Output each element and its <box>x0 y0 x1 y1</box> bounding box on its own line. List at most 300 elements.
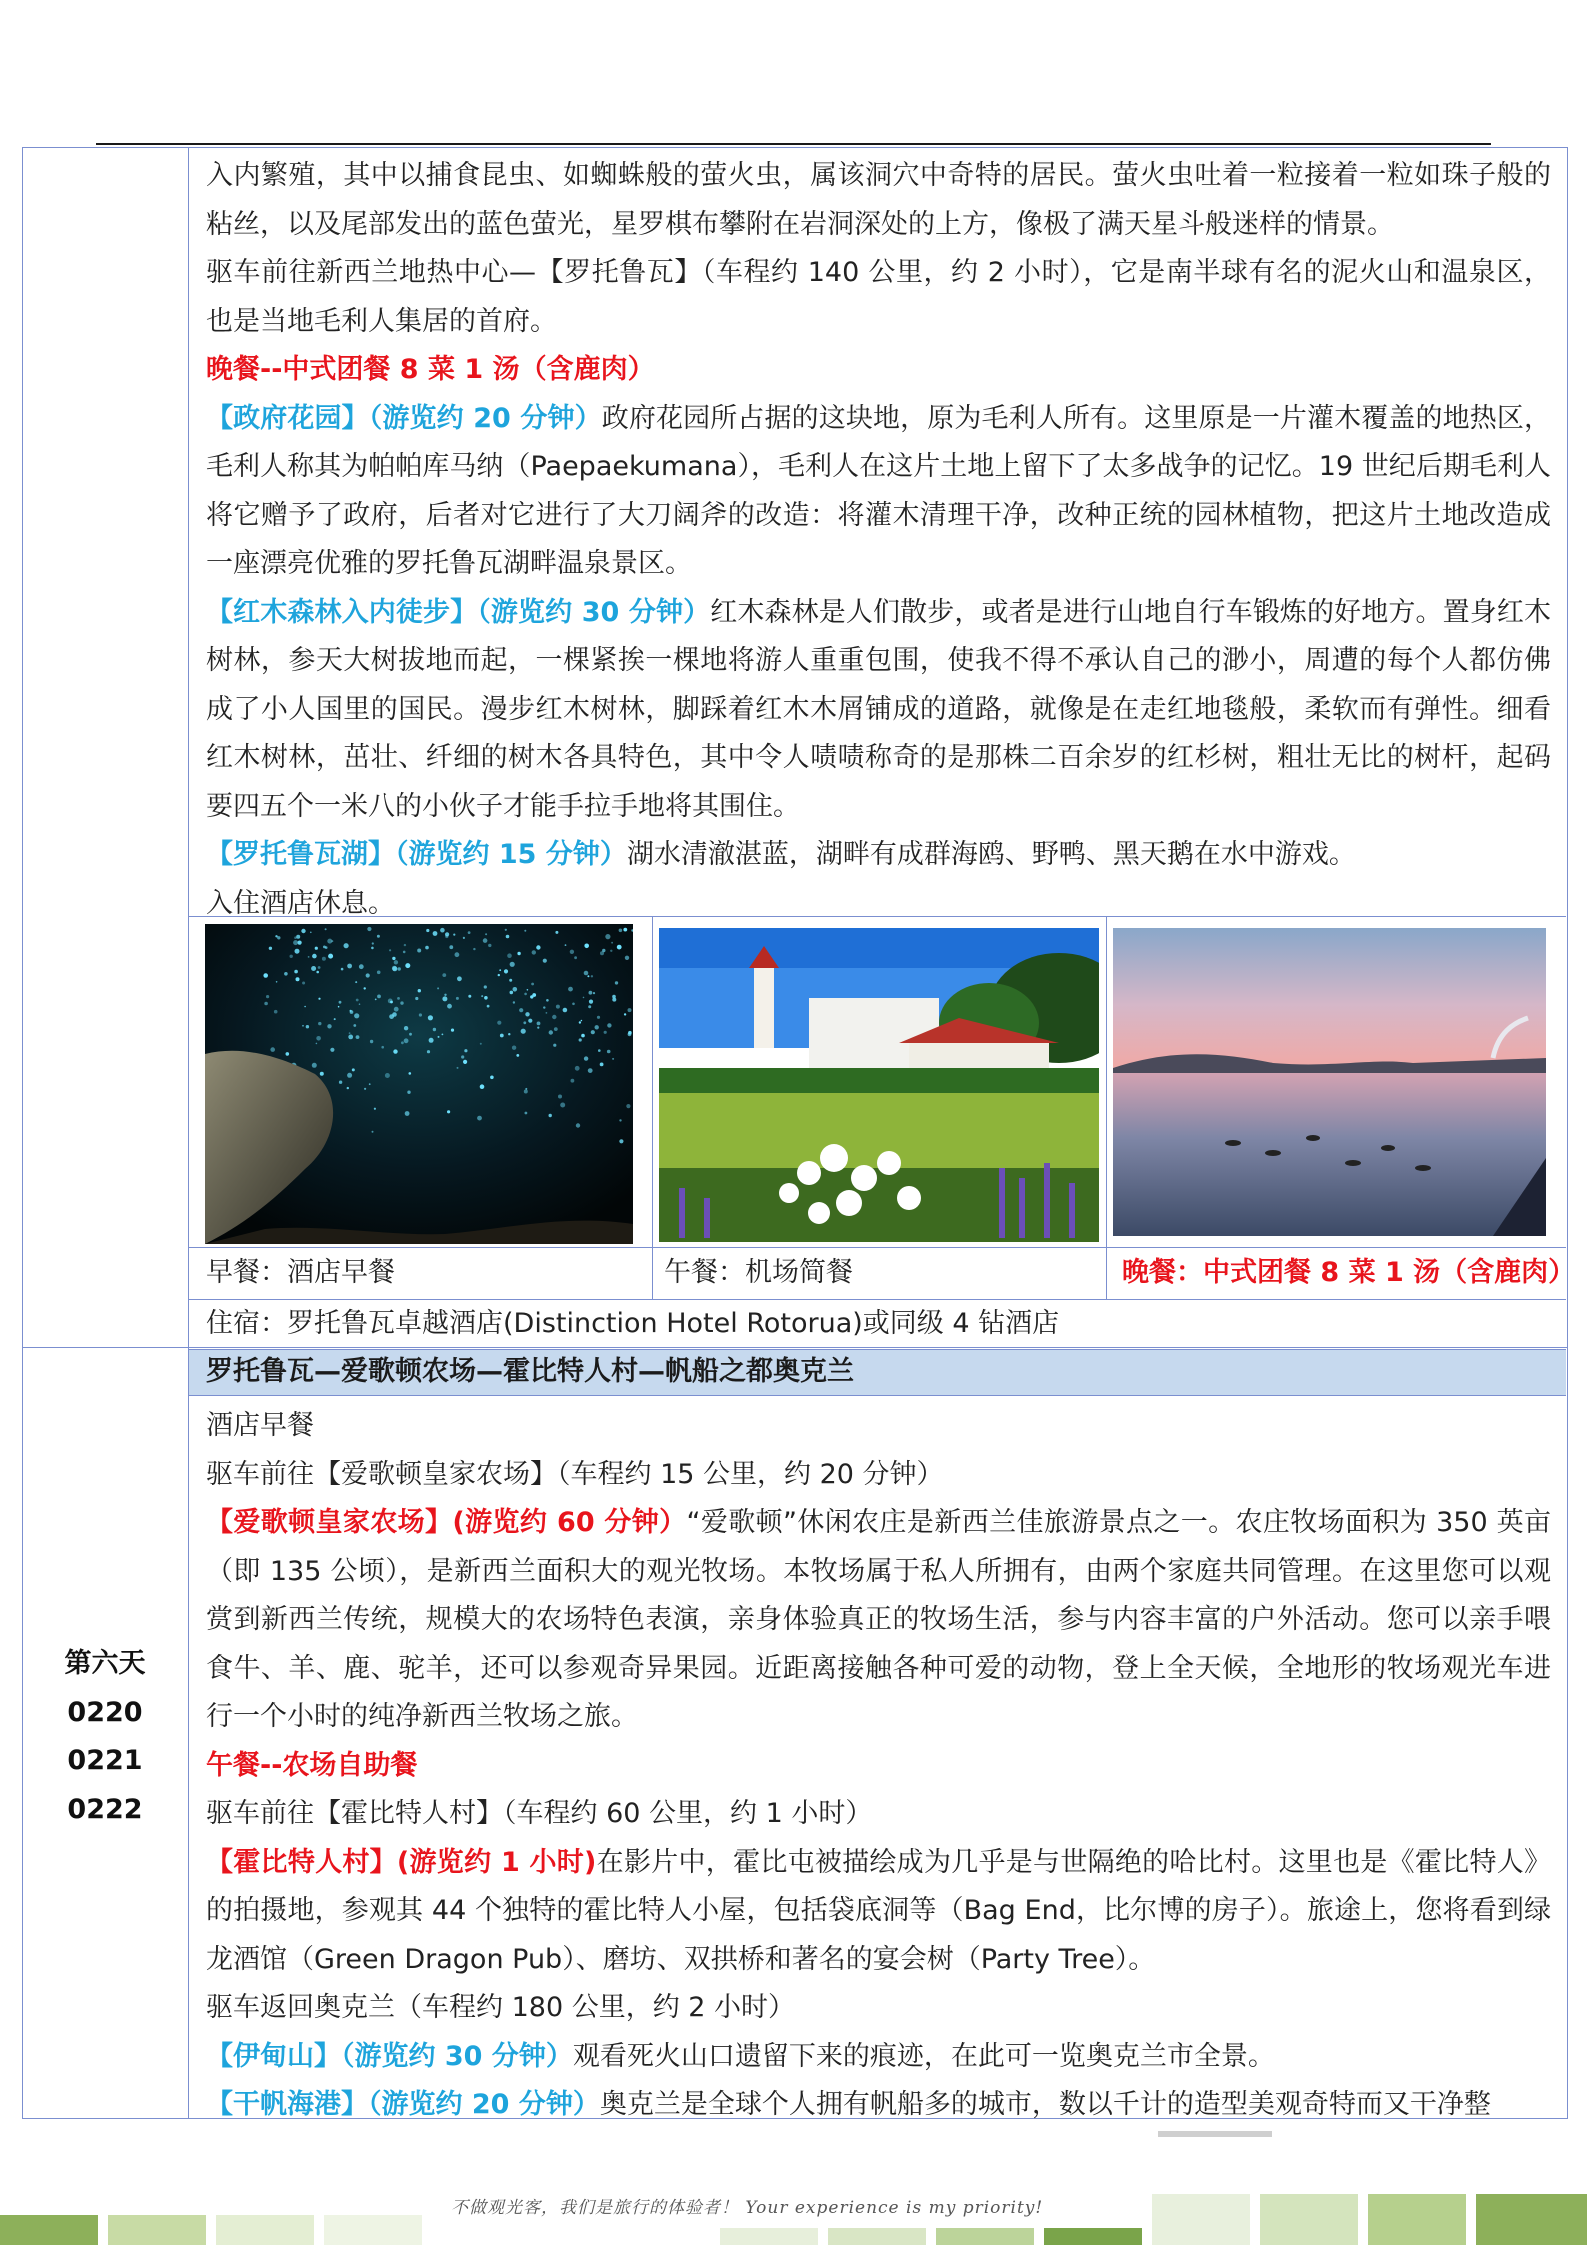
glowworm-dot <box>310 932 312 934</box>
day6-label <box>22 1640 188 1834</box>
glowworm-dot <box>619 1139 623 1143</box>
glowworm-dot <box>400 1001 403 1004</box>
glowworm-dot <box>463 937 465 939</box>
glowworm-dot <box>546 1012 548 1014</box>
glowworm-dot <box>392 957 395 960</box>
glowworm-dot <box>372 942 374 944</box>
glowworm-dot <box>294 936 297 939</box>
highlight-text: 【红木森林入内徒步】（游览约 30 分钟） <box>206 596 711 628</box>
itinerary-paragraph <box>206 1742 1551 1791</box>
glowworm-dot <box>349 1032 351 1034</box>
glowworm-dot <box>350 1010 352 1012</box>
glowworm-dot <box>579 1038 582 1041</box>
glowworm-dot <box>604 1031 607 1034</box>
glowworm-dot <box>525 1112 528 1115</box>
lunch-info: 午餐：机场简餐 <box>664 1257 853 1288</box>
glowworm-dot <box>444 994 446 996</box>
glowworm-dot <box>506 935 510 939</box>
itinerary-paragraph <box>206 880 1551 929</box>
glowworm-dot <box>560 1103 565 1108</box>
glowworm-dot <box>409 1072 412 1075</box>
glowworm-dot <box>480 1043 482 1045</box>
top-rule <box>96 143 1491 145</box>
glowworm-dot <box>366 973 370 977</box>
glowworm-dot <box>264 1002 268 1006</box>
glowworm-dot <box>463 1060 467 1064</box>
body-text: 酒店早餐 <box>206 1410 314 1441</box>
itinerary-paragraph <box>206 249 1551 346</box>
glowworm-dot <box>393 1049 397 1053</box>
highlight-text: 午餐--农场自助餐 <box>206 1749 418 1781</box>
glowworm-dot <box>574 956 577 959</box>
glowworm-dot <box>589 1000 593 1004</box>
glowworm-dot <box>484 996 488 1000</box>
dinner-info: 晚餐：中式团餐 8 菜 1 汤（含鹿肉） <box>1122 1257 1576 1288</box>
glowworm-dot <box>571 1079 575 1083</box>
glowworm-dot <box>468 931 471 934</box>
glowworm-dot <box>537 1027 539 1029</box>
glowworm-dot <box>377 971 381 975</box>
glowworm-dot <box>504 969 508 973</box>
day6-route-title: 罗托鲁瓦—爱歌顿农场—霍比特人村—帆船之都奥克兰 <box>206 1356 854 1387</box>
glowworm-dot <box>419 1013 422 1016</box>
glowworm-dot <box>426 929 429 932</box>
glowworm-dot <box>277 936 280 939</box>
glowworm-dot <box>524 1090 528 1094</box>
breakfast-info: 早餐：酒店早餐 <box>206 1257 395 1288</box>
glowworm-dot <box>428 1015 433 1020</box>
day-label-title: 第六天 <box>64 1648 146 1679</box>
glowworm-dot <box>617 945 622 950</box>
glowworm-dot <box>453 934 455 936</box>
glowworm-dot <box>266 995 269 998</box>
glowworm-dot <box>517 952 520 955</box>
glowworm-dot <box>464 1049 467 1052</box>
glowworm-dot <box>508 1033 510 1035</box>
table-row-divider <box>188 1247 1566 1248</box>
body-text: 驱车前往【霍比特人村】（车程约 60 公里，约 1 小时） <box>206 1798 873 1829</box>
day-divider <box>22 1347 1567 1348</box>
glowworm-dot <box>484 985 487 988</box>
glowworm-dot <box>584 944 589 949</box>
glowworm-dot <box>401 1041 404 1044</box>
glowworm-dot <box>302 982 305 985</box>
glowworm-dot <box>347 964 352 969</box>
glowworm-dot <box>364 1088 366 1090</box>
glowworm-dot <box>524 993 527 996</box>
body-text: 驱车返回奥克兰（车程约 180 公里，约 2 小时） <box>206 1992 796 2023</box>
glowworm-dot <box>537 1022 541 1026</box>
glowworm-dot <box>394 960 398 964</box>
glowworm-dot <box>607 1023 611 1027</box>
glowworm-dot <box>610 950 612 952</box>
highlight-text: 【爱歌顿皇家农场】(游览约 60 分钟） <box>206 1507 687 1538</box>
glowworm-dot <box>485 933 487 935</box>
glowworm-dot <box>531 983 534 986</box>
glowworm-dot <box>398 967 401 970</box>
glowworm-dot <box>619 929 623 933</box>
glowworm-dot <box>327 1024 331 1028</box>
glowworm-dot <box>445 932 449 936</box>
day-label-date: 0221 <box>67 1745 143 1776</box>
glowworm-dot <box>353 1024 356 1027</box>
glowworm-dot <box>595 1025 599 1029</box>
glowworm-dot <box>355 981 357 983</box>
lake-rotorua-photo <box>1113 928 1546 1236</box>
glowworm-dot <box>318 1022 321 1025</box>
glowworm-dot <box>372 1131 374 1133</box>
table-column-divider <box>188 147 189 2118</box>
glowworm-dot <box>407 1091 410 1094</box>
glowworm-dot <box>487 1005 490 1008</box>
glowworm-dot <box>532 950 536 954</box>
lodging-info: 住宿：罗托鲁瓦卓越酒店(Distinction Hotel Rotorua)或同级 4 钻酒店 <box>206 1308 1060 1339</box>
body-text: 观看死火山口遗留下来的痕迹，在此可一览奥克兰市全景。 <box>572 2040 1275 2072</box>
itinerary-paragraph <box>206 395 1551 589</box>
glowworm-dot <box>270 1047 275 1052</box>
glowworm-dot <box>359 964 364 969</box>
glowworm-dot <box>323 946 326 949</box>
glowworm-dot <box>468 995 471 998</box>
glowworm-dot <box>306 1025 309 1028</box>
glowworm-dot <box>347 1073 352 1078</box>
glowworm-dot <box>457 976 462 981</box>
glowworm-dot <box>575 1066 580 1071</box>
glowworm-dot <box>473 948 475 950</box>
glowworm-dot <box>477 1116 482 1121</box>
glowworm-cave-photo <box>205 924 633 1244</box>
page-scroll-indicator <box>1158 2131 1272 2137</box>
glowworm-dot <box>348 1035 353 1040</box>
glowworm-dot <box>490 1076 494 1080</box>
glowworm-dot <box>322 957 326 961</box>
glowworm-dot <box>276 981 278 983</box>
glowworm-dot <box>611 942 613 944</box>
glowworm-dot <box>591 1030 595 1034</box>
glowworm-dot <box>530 995 533 998</box>
day6-itinerary-text <box>206 1402 1551 2130</box>
glowworm-dot <box>558 1095 562 1099</box>
glowworm-dot <box>404 944 406 946</box>
glowworm-dot <box>624 1013 626 1015</box>
glowworm-dot <box>389 949 391 951</box>
glowworm-dot <box>442 996 447 1001</box>
footer-decor-square <box>1152 2194 1250 2245</box>
glowworm-dot <box>347 1087 349 1089</box>
body-text: 湖水清澈湛蓝，湖畔有成群海鸥、野鸭、黑天鹅在水中游戏。 <box>626 839 1356 870</box>
glowworm-dot <box>451 1029 454 1032</box>
glowworm-dot <box>312 1063 317 1068</box>
glowworm-dot <box>507 953 512 958</box>
glowworm-dot <box>612 1058 614 1060</box>
glowworm-dot <box>284 972 288 976</box>
glowworm-dot <box>579 1021 581 1023</box>
glowworm-dot <box>563 1008 568 1013</box>
glowworm-dot <box>377 935 380 938</box>
glowworm-dot <box>543 959 547 963</box>
glowworm-dot <box>331 940 333 942</box>
glowworm-dot <box>576 1123 580 1127</box>
glowworm-dot <box>338 1006 340 1008</box>
glowworm-dot <box>457 1067 459 1069</box>
glowworm-dot <box>339 1081 342 1084</box>
glowworm-dot <box>612 995 616 999</box>
footer-decor-square <box>1260 2194 1358 2245</box>
glowworm-dot <box>312 954 317 959</box>
glowworm-dot <box>404 1026 408 1030</box>
glowworm-dot <box>442 973 446 977</box>
itinerary-paragraph <box>206 152 1551 249</box>
itinerary-paragraph <box>206 589 1551 832</box>
glowworm-dot <box>367 927 371 931</box>
glowworm-dot <box>352 1068 355 1071</box>
glowworm-dot <box>325 928 327 930</box>
glowworm-dot <box>290 955 293 958</box>
glowworm-dot <box>296 935 300 939</box>
day-label-date: 0220 <box>67 1696 143 1728</box>
itinerary-paragraph <box>206 1839 1551 1985</box>
glowworm-dot <box>433 931 438 936</box>
glowworm-dot <box>524 930 526 932</box>
glowworm-dot <box>480 1084 485 1089</box>
glowworm-dot <box>415 997 418 1000</box>
glowworm-dot <box>527 989 529 991</box>
glowworm-dot <box>440 928 445 933</box>
glowworm-dot <box>593 992 595 994</box>
glowworm-dot <box>619 1119 621 1121</box>
glowworm-dot <box>328 954 333 959</box>
glowworm-dot <box>403 951 406 954</box>
glowworm-dot <box>364 987 366 989</box>
glowworm-dot <box>510 962 515 967</box>
glowworm-dot <box>425 946 429 950</box>
body-text: 驱车前往【爱歌顿皇家农场】（车程约 15 公里，约 20 分钟） <box>206 1458 944 1490</box>
glowworm-dot <box>570 950 574 954</box>
glowworm-dot <box>447 1004 452 1009</box>
glowworm-dot <box>516 1054 519 1057</box>
glowworm-dot <box>392 966 397 971</box>
glowworm-dot <box>330 1048 334 1052</box>
footer-decor-square <box>720 2228 818 2245</box>
glowworm-dot <box>286 1052 290 1056</box>
glowworm-dot <box>552 1015 556 1019</box>
table-row-divider <box>188 1299 1566 1300</box>
glowworm-dot <box>512 1046 516 1050</box>
highlight-text: 【伊甸山】（游览约 30 分钟） <box>206 2040 573 2072</box>
glowworm-dot <box>417 949 421 953</box>
itinerary-paragraph <box>206 346 1551 395</box>
glowworm-dot <box>481 995 483 997</box>
glowworm-dot <box>409 1033 412 1036</box>
footer-decor-square <box>0 2215 98 2245</box>
glowworm-dot <box>581 1034 585 1038</box>
glowworm-dot <box>553 1044 556 1047</box>
glowworm-dot <box>521 1029 526 1034</box>
glowworm-dot <box>356 1035 360 1039</box>
glowworm-dot <box>455 952 460 957</box>
glowworm-dot <box>405 1111 410 1116</box>
glowworm-dot <box>304 1006 306 1008</box>
glowworm-dot <box>427 1050 430 1053</box>
glowworm-dot <box>549 1114 552 1117</box>
glowworm-dot <box>375 999 377 1001</box>
glowworm-dot <box>438 1036 440 1038</box>
glowworm-dot <box>294 970 298 974</box>
glowworm-dot <box>584 971 589 976</box>
photo-divider <box>1106 916 1107 1299</box>
glowworm-dot <box>318 966 321 969</box>
glowworm-dot <box>334 1018 336 1020</box>
itinerary-paragraph <box>206 831 1551 880</box>
glowworm-dot <box>359 1003 361 1005</box>
highlight-text: 【政府花园】（游览约 20 分钟） <box>206 402 602 434</box>
glowworm-dot <box>581 1020 583 1022</box>
glowworm-dot <box>628 1008 632 1012</box>
itinerary-paragraph <box>206 1984 1551 2033</box>
glowworm-dot <box>456 997 459 1000</box>
glowworm-dot <box>316 1043 318 1045</box>
highlight-text: 【干帆海港】（游览约 20 分钟） <box>206 2089 600 2120</box>
glowworm-dot <box>499 969 501 971</box>
glowworm-dot <box>356 999 359 1002</box>
glowworm-dot <box>374 1108 376 1110</box>
highlight-text: 晚餐--中式团餐 8 菜 1 汤（含鹿肉） <box>206 354 655 385</box>
glowworm-dot <box>320 1072 324 1076</box>
body-text: 政府花园所占据的这块地，原为毛利人所有。这里原是一片灌木覆盖的地热区，毛利人称其为帕帕库马纳（Paepaekumana），毛利人在这片土地上留下了太多战争的记忆。19 世纪后期毛利人将它赠予了政府，后者对它进行了大刀阔斧的改造：将灌木清理干净，改种正统的园林植物，把这片土地改造成一座漂亮优雅的罗托鲁瓦湖畔温泉景区。 <box>206 402 1551 579</box>
glowworm-dot <box>623 928 627 932</box>
glowworm-dot <box>598 1049 601 1052</box>
glowworm-dot <box>625 956 629 960</box>
glowworm-dot <box>583 997 585 999</box>
glowworm-dot <box>605 934 610 939</box>
itinerary-paragraph <box>206 1451 1551 1500</box>
glowworm-dot <box>263 973 268 978</box>
glowworm-dot <box>390 1001 393 1004</box>
glowworm-dot <box>318 998 320 1000</box>
glowworm-dot <box>437 987 439 989</box>
glowworm-dot <box>568 987 573 992</box>
glowworm-dot <box>498 974 500 976</box>
glowworm-dot <box>301 929 305 933</box>
glowworm-dot <box>461 1055 464 1058</box>
body-text: 奥克兰是全球个人拥有帆船多的城市，数以千计的造型美观奇特而又干净整 <box>599 2089 1491 2120</box>
body-text: 驱车前往新西兰地热中心—【罗托鲁瓦】（车程约 140 公里，约 2 小时），它是南半球有名的泥火山和温泉区，也是当地毛利人集居的首府。 <box>206 257 1551 337</box>
glowworm-dot <box>509 979 512 982</box>
glowworm-dot <box>572 1003 575 1006</box>
glowworm-dot <box>628 1031 632 1035</box>
glowworm-dot <box>584 1056 588 1060</box>
glowworm-dot <box>600 951 604 955</box>
glowworm-dot <box>483 938 488 943</box>
glowworm-dot <box>418 989 421 992</box>
footer-decor-square <box>1044 2228 1142 2245</box>
glowworm-dot <box>523 1021 526 1024</box>
glowworm-dot <box>587 975 589 977</box>
glowworm-dot <box>565 944 567 946</box>
glowworm-dot <box>543 1006 545 1008</box>
glowworm-dot <box>293 940 298 945</box>
day-label-date: 0222 <box>67 1793 143 1825</box>
glowworm-dot <box>525 1012 529 1016</box>
glowworm-dot <box>519 1008 523 1012</box>
footer-decor-square <box>324 2215 422 2245</box>
glowworm-dot <box>554 1027 558 1031</box>
footer-decor-square <box>1368 2194 1466 2245</box>
glowworm-dot <box>274 1010 278 1014</box>
glowworm-dot <box>394 1007 399 1012</box>
glowworm-dot <box>442 1034 444 1036</box>
glowworm-dot <box>600 1063 604 1067</box>
glowworm-dot <box>525 1088 527 1090</box>
body-text: “爱歌顿”休闲农庄是新西兰佳旅游景点之一。农庄牧场面积为 350 英亩（即 135 公顷），是新西兰面积大的观光牧场。本牧场属于私人所拥有，由两个家庭共同管理。在这里您可以观赏到新西兰传统，规模大的农场特色表演，亲身体验真正的牧场生活，参与内容丰富的户外活动。您可以亲手喂食牛、羊、鹿、驼羊，还可以参观奇异果园。近距离接触各种可爱的动物，登上全天候，全地形的牧场观光车进行一个小时的纯净新西兰牧场之旅。 <box>206 1507 1551 1732</box>
glowworm-dot <box>295 949 300 954</box>
glowworm-dot <box>447 1110 450 1113</box>
glowworm-dot <box>597 1016 600 1019</box>
glowworm-dot <box>615 981 618 984</box>
glowworm-dot <box>546 999 549 1002</box>
glowworm-dot <box>316 1036 321 1041</box>
glowworm-dot <box>311 966 316 971</box>
itinerary-paragraph <box>206 1790 1551 1839</box>
glowworm-dot <box>555 931 558 934</box>
glowworm-dot <box>510 991 514 995</box>
glowworm-dot <box>589 991 593 995</box>
glowworm-dot <box>296 977 300 981</box>
day6-route-header <box>189 1349 1566 1396</box>
glowworm-dot <box>315 947 318 950</box>
highlight-text: 【罗托鲁瓦湖】（游览约 15 分钟） <box>206 839 627 870</box>
glowworm-dot <box>488 944 491 947</box>
glowworm-dot <box>269 947 272 950</box>
body-text: 入住酒店休息。 <box>206 887 395 919</box>
glowworm-dot <box>404 1038 409 1043</box>
glowworm-dot <box>549 1030 553 1034</box>
glowworm-dot <box>308 956 310 958</box>
glowworm-dot <box>339 1001 342 1004</box>
glowworm-dot <box>528 1019 532 1023</box>
glowworm-dot <box>405 963 410 968</box>
prev-day-itinerary-text <box>206 152 1551 928</box>
highlight-text: 【霍比特人村】(游览约 1 小时) <box>206 1846 597 1878</box>
glowworm-dot <box>505 929 507 931</box>
glowworm-dot <box>302 1025 304 1027</box>
glowworm-dot <box>385 1073 390 1078</box>
glowworm-dot <box>626 1104 630 1108</box>
footer-slogan: 不做观光客，我们是旅行的体验者！ Your experience is my priority! <box>451 2198 1044 2218</box>
glowworm-dot <box>369 1083 371 1085</box>
footer-decor-square <box>828 2228 926 2245</box>
glowworm-dot <box>381 1046 384 1049</box>
body-text: 在影片中，霍比屯被描绘成为几乎是与世隔绝的哈比村。这里也是《霍比特人》的拍摄地，参观其 44 个独特的霍比特人小屋，包括袋底洞等（Bag End，比尔博的房子）。旅途上，您将看到绿龙酒馆（Green Dragon Pub）、磨坊、双拱桥和著名的宴会树（Party Tree）。 <box>206 1846 1552 1975</box>
glowworm-dot <box>433 1028 436 1031</box>
glowworm-dot <box>591 975 593 977</box>
glowworm-dot <box>377 995 381 999</box>
glowworm-dot <box>536 945 540 949</box>
footer-decor-square <box>108 2215 206 2245</box>
glowworm-dot <box>370 1040 373 1043</box>
glowworm-dot <box>389 1014 394 1019</box>
glowworm-dot <box>341 968 344 971</box>
itinerary-paragraph <box>206 2081 1551 2130</box>
body-text: 入内繁殖，其中以捕食昆虫、如蜘蛛般的萤火虫，属该洞穴中奇特的居民。萤火虫吐着一粒接着一粒如珠子般的粘丝，以及尾部发出的蓝色萤光，星罗棋布攀附在岩洞深处的上方，像极了满天星斗般迷样的情景。 <box>206 160 1551 240</box>
itinerary-paragraph <box>206 1402 1551 1451</box>
glowworm-dot <box>588 1068 593 1073</box>
itinerary-paragraph <box>206 2033 1551 2082</box>
glowworm-dot <box>497 1021 501 1025</box>
glowworm-dot <box>500 1034 504 1038</box>
photo-divider <box>652 916 653 1299</box>
glowworm-dot <box>298 941 302 945</box>
